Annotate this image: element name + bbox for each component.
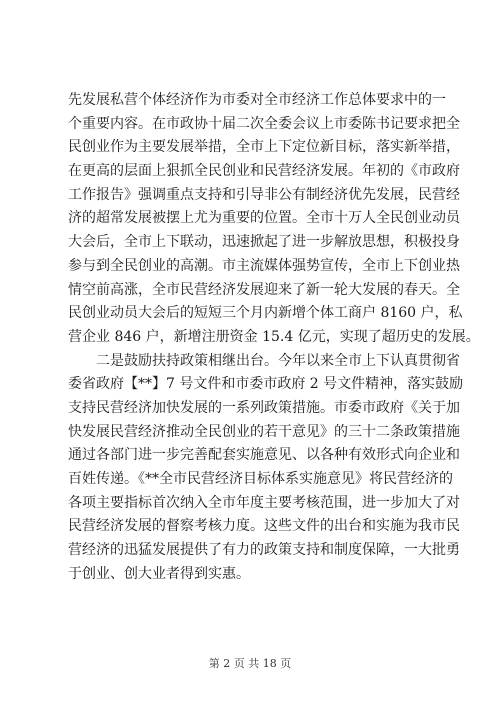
paragraph-line: 营企业 846 户，新增注册资金 15.4 亿元，实现了超历史的发展。	[68, 328, 480, 345]
paragraph-line: 通过各部门进一步完善配套实施意见、以各种有效形式向企业和	[68, 447, 460, 464]
paragraph-line: 支持民营经济加快发展的一系列政策措施。市委市政府《关于加	[68, 399, 460, 416]
paragraph-line: 个重要内容。在市政协十届二次全委会议上市委陈书记要求把全	[68, 115, 460, 132]
paragraph-line: 二是鼓励扶持政策相继出台。今年以来全市上下认真贯彻省	[96, 352, 460, 369]
paragraph-line: 民营经济发展的督察考核力度。这些文件的出台和实施为我市民	[68, 518, 460, 535]
paragraph-line: 于创业、创大业者得到实惠。	[68, 565, 250, 582]
paragraph-line: 济的超常发展被摆上尤为重要的位置。全市十万人全民创业动员	[68, 210, 460, 227]
paragraph-line: 民创业作为主要发展举措，全市上下定位新目标，落实新举措，	[68, 139, 460, 156]
body-text	[68, 89, 480, 586]
page-footer: 第 2 页 共 18 页	[208, 657, 292, 670]
paragraph-line: 工作报告》强调重点支持和引导非公有制经济优先发展，民营经	[68, 186, 460, 203]
paragraph-line: 先发展私营个体经济作为市委对全市经济工作总体要求中的一	[68, 92, 446, 108]
paragraph-line: 情空前高涨，全市民营经济发展迎来了新一轮大发展的春天。全	[68, 281, 460, 298]
paragraph-line: 在更高的层面上狠抓全民创业和民营经济发展。年初的《市政府	[68, 163, 460, 180]
paragraph-line: 各项主要指标首次纳入全市年度主要考核范围，进一步加大了对	[68, 494, 460, 511]
paragraph-line: 民创业动员大会后的短短三个月内新增个体工商户 8160 户，私	[68, 305, 463, 322]
paragraph-line: 快发展民营经济推动全民创业的若干意见》的三十二条政策措施	[68, 423, 460, 440]
paragraph-line: 百姓传递。《**全市民营经济目标体系实施意见》将民营经济的	[68, 471, 453, 487]
paragraph-line: 参与到全民创业的高潮。市主流媒体强势宣传，全市上下创业热	[68, 257, 460, 274]
paragraph-line: 委省政府【**】7 号文件和市委市政府 2 号文件精神，落实鼓励	[68, 376, 464, 393]
paragraph-line: 大会后，全市上下联动，迅速掀起了进一步解放思想，积极投身	[68, 234, 460, 251]
paragraph-line: 营经济的迅猛发展提供了有力的政策支持和制度保障，一大批勇	[68, 542, 460, 559]
